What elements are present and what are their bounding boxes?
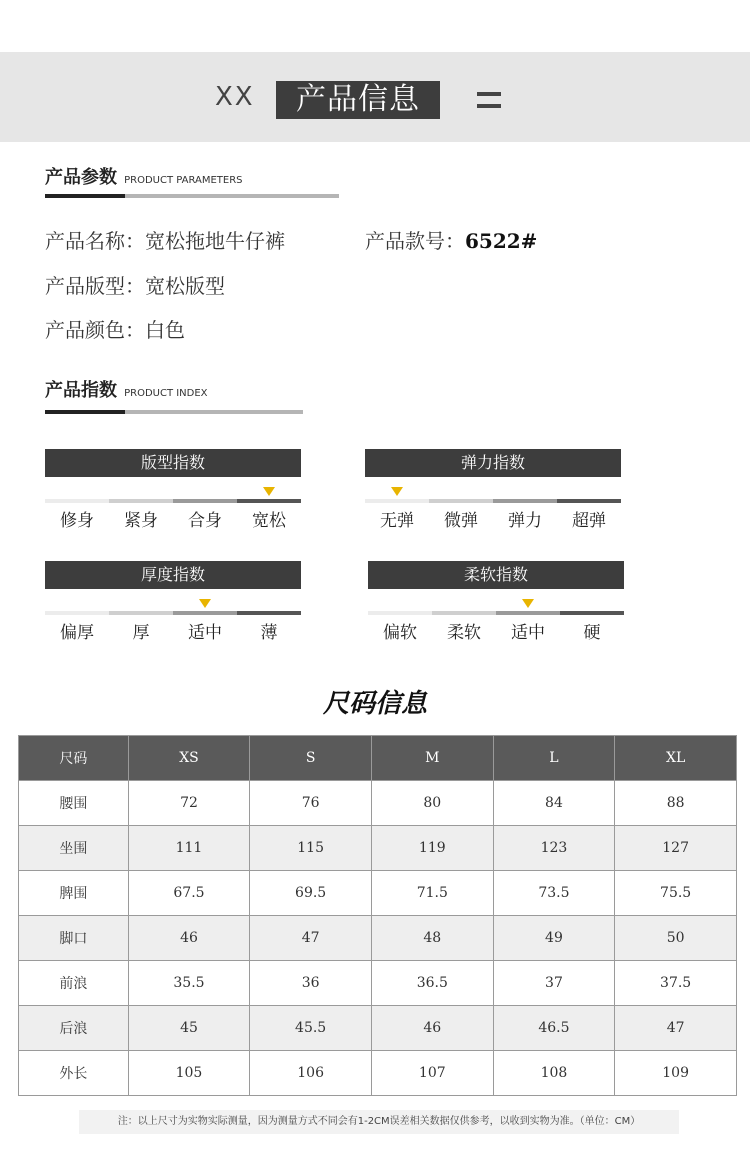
table-row <box>19 1006 737 1051</box>
softness-index-option: 适中 <box>511 623 545 643</box>
measurement-note: 注：以上尺寸为实物实际测量，因为测量方式不同会有1-2CM误差相关数据仅供参考，以收到实物为准。（单位：CM） <box>79 1110 679 1134</box>
thickness-index-option: 薄 <box>260 623 278 643</box>
measurement-value: 36.5 <box>371 961 493 1006</box>
fit-index-title: 版型指数 <box>45 449 301 477</box>
measurement-value: 37.5 <box>615 961 737 1006</box>
softness-index <box>368 561 624 643</box>
thickness-index-scale-segment <box>109 611 173 615</box>
measurement-value: 49 <box>493 916 615 961</box>
softness-index-scale-segment <box>368 611 432 615</box>
softness-index-option: 硬 <box>583 623 601 643</box>
product-model-value: 6522# <box>465 229 538 253</box>
product-color: 产品颜色：白色 <box>45 318 185 342</box>
table-row <box>19 826 737 871</box>
measurement-value: 80 <box>371 781 493 826</box>
table-row <box>19 1051 737 1096</box>
product-name: 产品名称：宽松拖地牛仔裤 <box>45 229 285 253</box>
table-row <box>19 871 737 916</box>
elasticity-index-option: 弹力 <box>508 511 542 531</box>
measurement-name: 前浪 <box>19 961 129 1006</box>
measurement-value: 88 <box>615 781 737 826</box>
measurement-value: 46 <box>128 916 250 961</box>
thickness-index-option: 适中 <box>188 623 222 643</box>
fit-index-scale-segment <box>45 499 109 503</box>
fit-index-scale-segment <box>109 499 173 503</box>
elasticity-index-scale-segment <box>493 499 557 503</box>
index-divider <box>45 410 303 414</box>
measurement-name: 外长 <box>19 1051 129 1096</box>
elasticity-index-option: 无弹 <box>380 511 414 531</box>
measurement-value: 106 <box>250 1051 372 1096</box>
measurement-value: 45 <box>128 1006 250 1051</box>
softness-index-marker-icon <box>522 599 534 608</box>
measurement-value: 46 <box>371 1006 493 1051</box>
softness-index-option: 偏软 <box>383 623 417 643</box>
measurement-value: 119 <box>371 826 493 871</box>
softness-index-scale-bar <box>368 611 624 615</box>
thickness-index <box>45 561 301 643</box>
params-divider <box>45 194 339 198</box>
size-header-cell: M <box>371 736 493 781</box>
size-header-cell: S <box>250 736 372 781</box>
measurement-value: 67.5 <box>128 871 250 916</box>
index-section-title <box>45 376 208 402</box>
elasticity-index-marker-icon <box>391 487 403 496</box>
thickness-index-marker-icon <box>199 599 211 608</box>
brand-prefix: XX <box>215 82 255 112</box>
softness-index-title: 柔软指数 <box>368 561 624 589</box>
elasticity-index-option: 超弹 <box>572 511 606 531</box>
size-header-cell: L <box>493 736 615 781</box>
table-row <box>19 916 737 961</box>
params-section-title <box>45 163 243 189</box>
size-header-cell: 尺码 <box>19 736 129 781</box>
fit-index-option: 修身 <box>60 511 94 531</box>
measurement-value: 123 <box>493 826 615 871</box>
measurement-value: 73.5 <box>493 871 615 916</box>
measurement-value: 48 <box>371 916 493 961</box>
elasticity-index-title: 弹力指数 <box>365 449 621 477</box>
measurement-value: 50 <box>615 916 737 961</box>
size-header-cell: XS <box>128 736 250 781</box>
thickness-index-scale-bar <box>45 611 301 615</box>
thickness-index-scale-segment <box>237 611 301 615</box>
measurement-value: 71.5 <box>371 871 493 916</box>
thickness-index-scale-segment <box>173 611 237 615</box>
fit-index-scale-segment <box>173 499 237 503</box>
size-table-header <box>19 736 737 781</box>
elasticity-index-scale-segment <box>365 499 429 503</box>
fit-index-option: 合身 <box>188 511 222 531</box>
product-model <box>365 225 537 254</box>
fit-index <box>45 449 301 531</box>
measurement-value: 108 <box>493 1051 615 1096</box>
measurement-value: 75.5 <box>615 871 737 916</box>
measurement-value: 47 <box>615 1006 737 1051</box>
header-banner <box>0 52 750 142</box>
size-table <box>18 735 737 1096</box>
params-title-cn: 产品参数 <box>45 167 117 188</box>
measurement-value: 72 <box>128 781 250 826</box>
fit-index-marker-icon <box>263 487 275 496</box>
measurement-value: 69.5 <box>250 871 372 916</box>
measurement-value: 84 <box>493 781 615 826</box>
measurement-value: 76 <box>250 781 372 826</box>
measurement-value: 115 <box>250 826 372 871</box>
measurement-value: 107 <box>371 1051 493 1096</box>
fit-index-option: 宽松 <box>252 511 286 531</box>
measurement-value: 111 <box>128 826 250 871</box>
measurement-value: 105 <box>128 1051 250 1096</box>
measurement-value: 45.5 <box>250 1006 372 1051</box>
measurement-name: 后浪 <box>19 1006 129 1051</box>
table-row <box>19 961 737 1006</box>
softness-index-scale-segment <box>432 611 496 615</box>
table-row <box>19 781 737 826</box>
elasticity-index-scale-segment <box>429 499 493 503</box>
measurement-value: 35.5 <box>128 961 250 1006</box>
softness-index-scale-segment <box>560 611 624 615</box>
elasticity-index-scale-bar <box>365 499 621 503</box>
fit-index-scale-segment <box>237 499 301 503</box>
measurement-name: 脚口 <box>19 916 129 961</box>
measurement-name: 腰围 <box>19 781 129 826</box>
fit-index-scale-bar <box>45 499 301 503</box>
thickness-index-option: 厚 <box>132 623 150 643</box>
elasticity-index <box>365 449 621 531</box>
menu-icon[interactable] <box>477 92 501 108</box>
measurement-value: 36 <box>250 961 372 1006</box>
elasticity-index-option: 微弹 <box>444 511 478 531</box>
thickness-index-scale-segment <box>45 611 109 615</box>
product-fit: 产品版型：宽松版型 <box>45 274 225 298</box>
size-header-cell: XL <box>615 736 737 781</box>
measurement-value: 37 <box>493 961 615 1006</box>
measurement-value: 46.5 <box>493 1006 615 1051</box>
fit-index-option: 紧身 <box>124 511 158 531</box>
elasticity-index-scale-segment <box>557 499 621 503</box>
measurement-value: 109 <box>615 1051 737 1096</box>
measurement-value: 47 <box>250 916 372 961</box>
size-section-title: 尺码信息 <box>322 689 427 719</box>
measurement-name: 坐围 <box>19 826 129 871</box>
params-title-en: PRODUCT PARAMETERS <box>124 175 243 186</box>
index-title-en: PRODUCT INDEX <box>124 388 208 399</box>
measurement-name: 脾围 <box>19 871 129 916</box>
softness-index-option: 柔软 <box>447 623 481 643</box>
index-title-cn: 产品指数 <box>45 380 117 401</box>
thickness-index-title: 厚度指数 <box>45 561 301 589</box>
softness-index-scale-segment <box>496 611 560 615</box>
product-model-label: 产品款号： <box>365 229 465 253</box>
measurement-value: 127 <box>615 826 737 871</box>
thickness-index-option: 偏厚 <box>60 623 94 643</box>
page-title: 产品信息 <box>276 81 440 119</box>
